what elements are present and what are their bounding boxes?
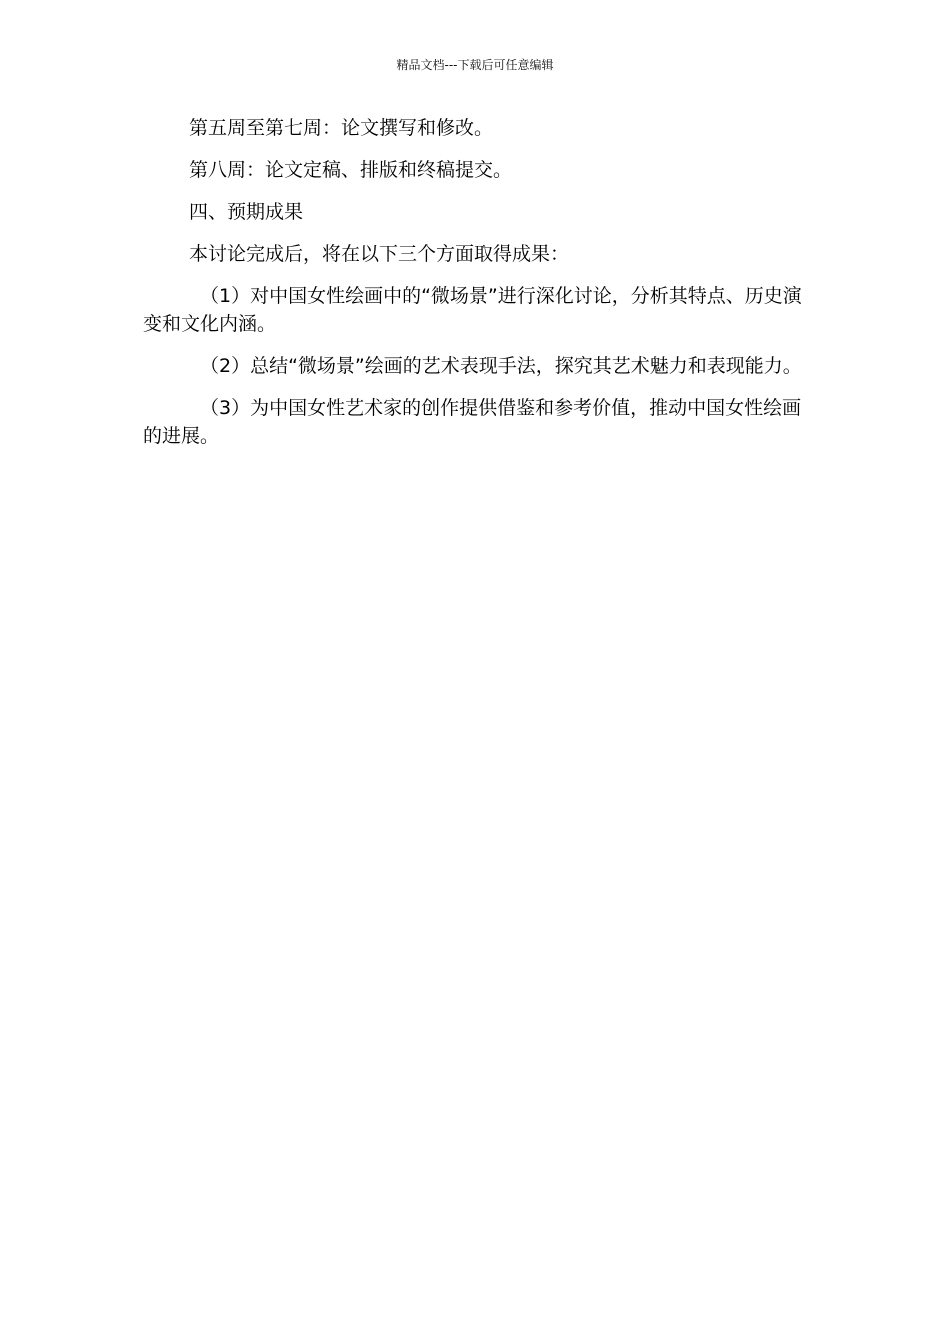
schedule-weeks-5-7: 第五周至第七周：论文撰写和修改。: [189, 117, 494, 139]
result-item-2: （2）总结“微场景”绘画的艺术表现手法，探究其艺术魅力和表现能力。: [200, 355, 802, 377]
document-body: [143, 114, 807, 464]
schedule-week-8: 第八周：论文定稿、排版和终稿提交。: [189, 159, 513, 181]
page-header: 精品文档---下载后可任意编辑: [396, 58, 554, 72]
section-heading-expected-results: 四、预期成果: [189, 201, 304, 223]
result-item-3: （3）为中国女性艺术家的创作提供借鉴和参考价值，推动中国女性绘画的进展。: [143, 397, 802, 447]
result-item-1: （1）对中国女性绘画中的“微场景”进行深化讨论，分析其特点、历史演变和文化内涵。: [143, 285, 802, 335]
results-intro: 本讨论完成后，将在以下三个方面取得成果：: [189, 243, 570, 265]
